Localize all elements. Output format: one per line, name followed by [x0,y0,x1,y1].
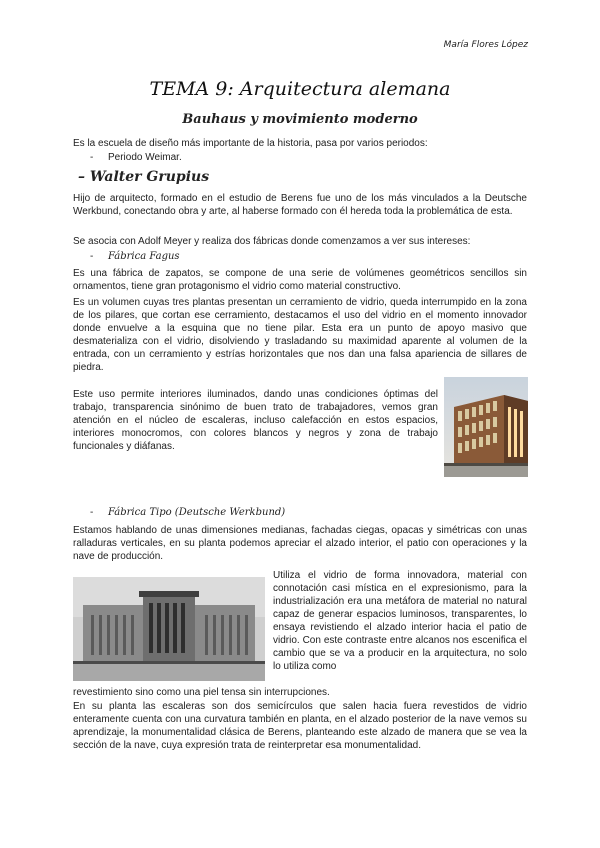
page-title: TEMA 9: Arquitectura alemana [149,78,451,100]
fagus-factory-image [444,377,528,477]
author-name: María Flores López [443,40,528,50]
tipo-paragraph-3: En su planta las escaleras son dos semicírculos que salen hacia fuera revestidos de vidrio enteramente cuenta con una curvatura también en planta, en el alzado posterior de la nave vemos su aprendizaje, la monumentalidad clásica de Berens, planteando este alzado de manera que se vea la sección de la nave, cuya expresión trata de reinterpretar esa monumentalidad. [73,701,527,751]
fagus-paragraph-3: Este uso permite interiores iluminados, dando unas condiciones óptimas del trabajo, transparencia sinónimo de buen trato de trabajadores, vemos gran atención en el núcleo de escaleras, incluso calefacción en estos espacios, interiores monocromos, con colores blancos y negros y zona de trabajo funcionales y diáfanas. [73,389,438,452]
subheading-tipo: Fábrica Tipo (Deutsche Werkbund) [108,507,286,518]
section-heading-gropius: – Walter Grupius [78,169,210,185]
bullet-weimar: Periodo Weimar. [108,152,182,163]
tipo-paragraph-2-end: revestimiento sino como una piel tensa sin interrupciones. [73,687,330,698]
subheading-fagus: Fábrica Fagus [108,251,180,262]
tipo-factory-image [73,577,265,681]
fagus-paragraph-2: Es un volumen cuyas tres plantas presentan un cerramiento de vidrio, queda interrumpido en la zona de los pilares, que cortan ese cerramiento, destacamos el uso del vidrio en el momento innovador donde envuelve a la esquina que no tiene pilar. Esta era un punto de apoyo masivo que desmaterializa con el vidrio, disolviendo y trasladando su maximidad aparente al volumen de la entrada, con un cerramiento y estrías horizontales que nos dan una falsa apariencia de sillares de piedra. [73,297,527,373]
fagus-dash: - [90,251,94,262]
tipo-dash: - [90,507,94,518]
tipo-paragraph-1: Estamos hablando de unas dimensiones medianas, fachadas ciegas, opacas y simétricas con unas ralladuras verticales, en su planta podemos apreciar el alzado interior, el patio con operaciones y la nave de producción. [73,525,527,562]
intro-paragraph: Es la escuela de diseño más importante de la historia, pasa por varios periodos: [73,138,428,149]
page-subtitle: Bauhaus y movimiento moderno [182,112,418,127]
tipo-paragraph-2: Utiliza el vidrio de forma innovadora, material con connotación casi mística en el expresionismo, para la industrialización era una metáfora de material no natural capaz de generar espacios luminosos, transparentes, lo ensaya revistiendo el alzado interior hacia el patio de vidrio. Con este contraste entre alcanos nos escenifica el cambio que se va a producir en la arquitectura, no solo lo utiliza como [273,570,527,672]
fagus-paragraph-1: Es una fábrica de zapatos, se compone de una serie de volúmenes geométricos sencillos sin ornamentos, tiene gran protagonismo el vidrio como material constructivo. [73,268,527,292]
bullet-dash: - [90,152,94,163]
gropius-paragraph-1: Hijo de arquitecto, formado en el estudio de Berens fue uno de los más vinculados a la Deutsche Werkbund, conectando obra y arte, al haberse formado con él hereda toda la problemática de esta. [73,193,527,217]
gropius-paragraph-2: Se asocia con Adolf Meyer y realiza dos fábricas donde comenzamos a ver sus intereses: [73,236,471,247]
